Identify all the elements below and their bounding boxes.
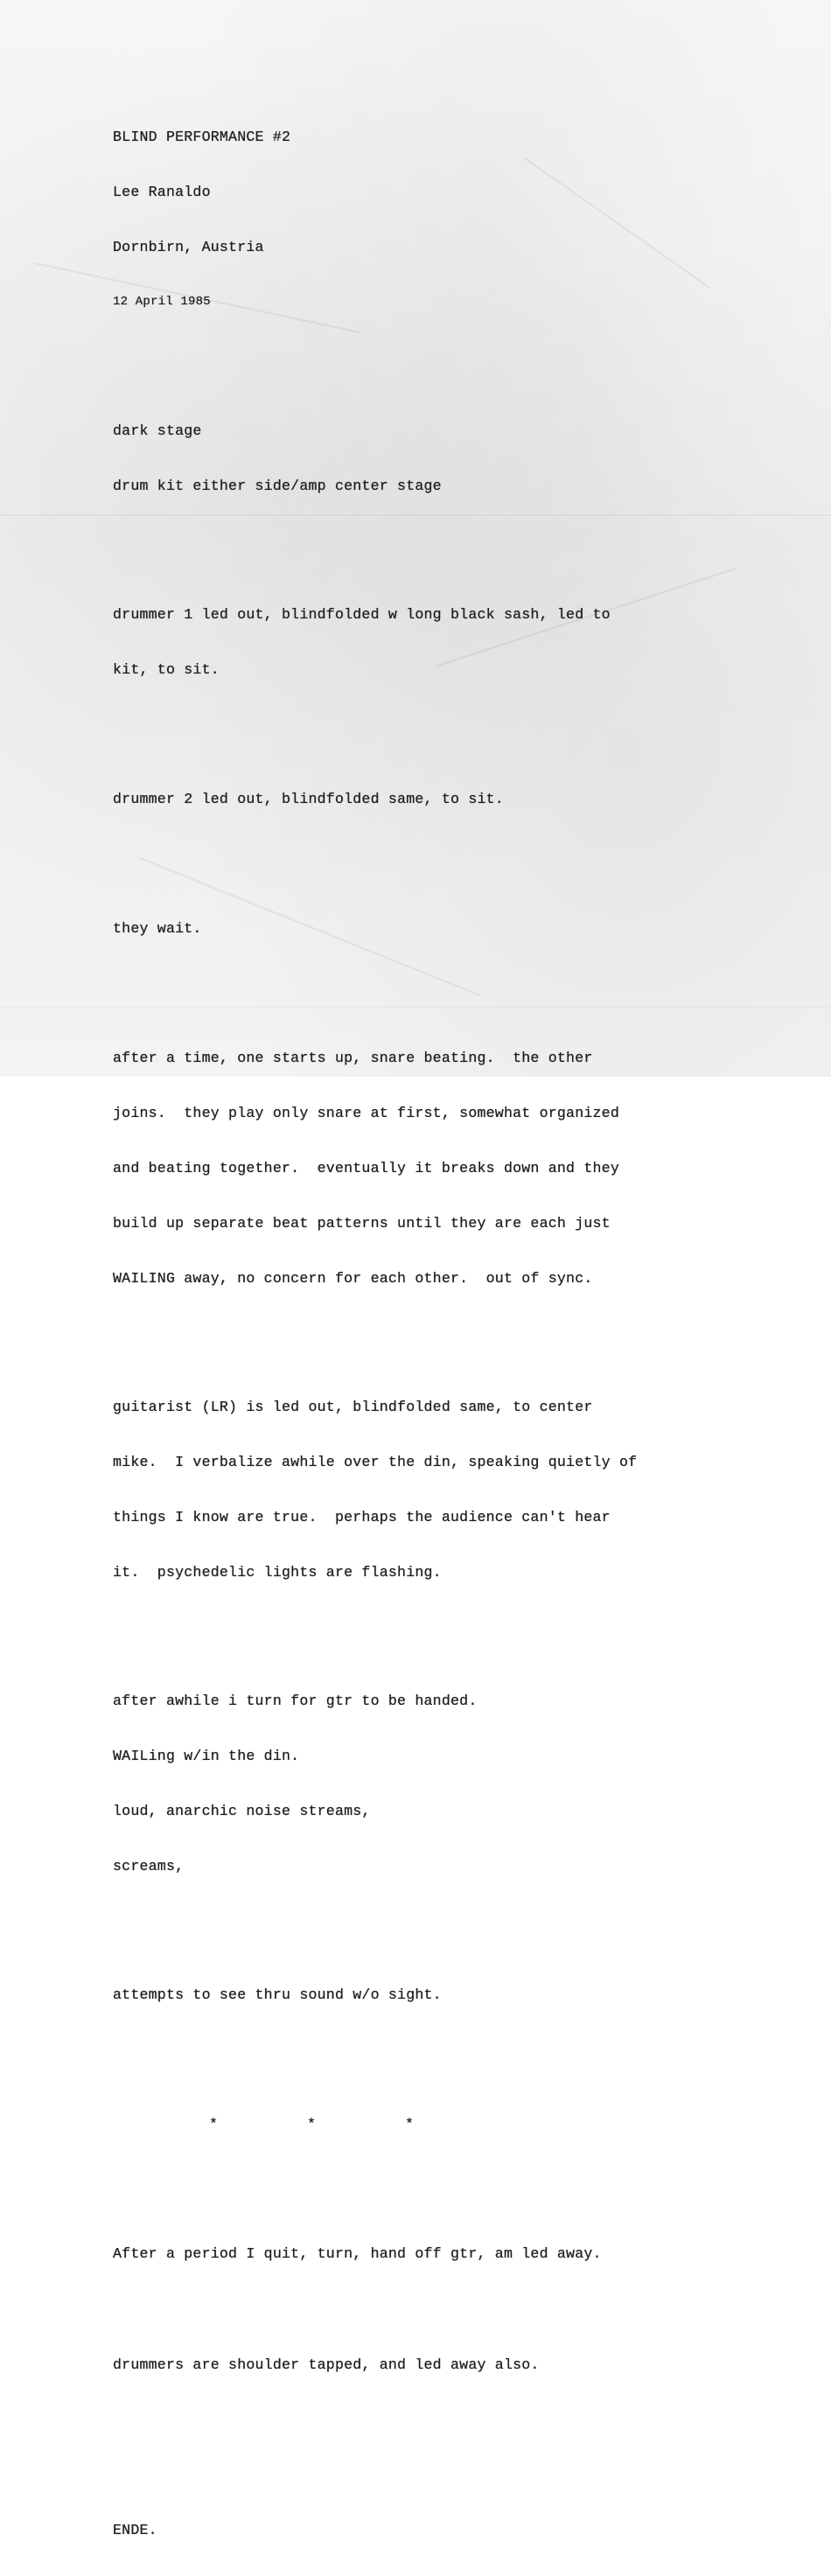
location: Dornbirn, Austria	[113, 239, 264, 255]
asterisk: *	[209, 2116, 219, 2133]
closing-line: drummers are shoulder tapped, and led away also.	[113, 2356, 540, 2373]
paragraph-line: drum kit either side/amp center stage	[113, 478, 442, 494]
paragraph-line: build up separate beat patterns until they are each just	[113, 1215, 611, 1232]
paragraph-line: WAILING away, no concern for each other. out of sync.	[113, 1270, 593, 1287]
paragraph-line: they wait.	[113, 920, 202, 937]
section-separator	[113, 2115, 804, 2133]
paragraph-line: and beating together. eventually it breaks down and they	[113, 1160, 619, 1176]
end-mark: ENDE.	[113, 2522, 157, 2538]
paragraph-line: things I know are true. perhaps the audience can't hear	[113, 1509, 611, 1525]
document-title: BLIND PERFORMANCE #2	[113, 129, 291, 145]
paragraph-line: screams,	[113, 1858, 185, 1874]
closing-line: After a period I quit, turn, hand off gtr, am led away.	[113, 2245, 602, 2262]
paragraph-line: WAILing w/in the din.	[113, 1748, 300, 1764]
author-name: Lee Ranaldo	[113, 184, 211, 200]
paragraph-line: mike. I verbalize awhile over the din, speaking quietly of	[113, 1454, 638, 1470]
date: 12 April 1985	[113, 295, 211, 309]
typed-text	[113, 91, 804, 2576]
paragraph-line: drummer 2 led out, blindfolded same, to sit.	[113, 791, 504, 807]
paragraph-line: kit, to sit.	[113, 661, 220, 678]
paragraph-line: attempts to see thru sound w/o sight.	[113, 1986, 442, 2003]
asterisk: *	[307, 2116, 317, 2133]
paragraph-line: guitarist (LR) is led out, blindfolded same, to center	[113, 1399, 593, 1415]
paragraph-line: loud, anarchic noise streams,	[113, 1803, 371, 1819]
asterisk: *	[405, 2116, 415, 2133]
paragraph-line: drummer 1 led out, blindfolded w long black sash, led to	[113, 606, 611, 623]
paragraph-line: it. psychedelic lights are flashing.	[113, 1564, 442, 1581]
paragraph-line: after a time, one starts up, snare beating. the other	[113, 1050, 593, 1066]
paragraph-line: dark stage	[113, 422, 202, 439]
paragraph-line: after awhile i turn for gtr to be handed.	[113, 1693, 478, 1709]
paragraph-line: joins. they play only snare at first, somewhat organized	[113, 1105, 619, 1121]
